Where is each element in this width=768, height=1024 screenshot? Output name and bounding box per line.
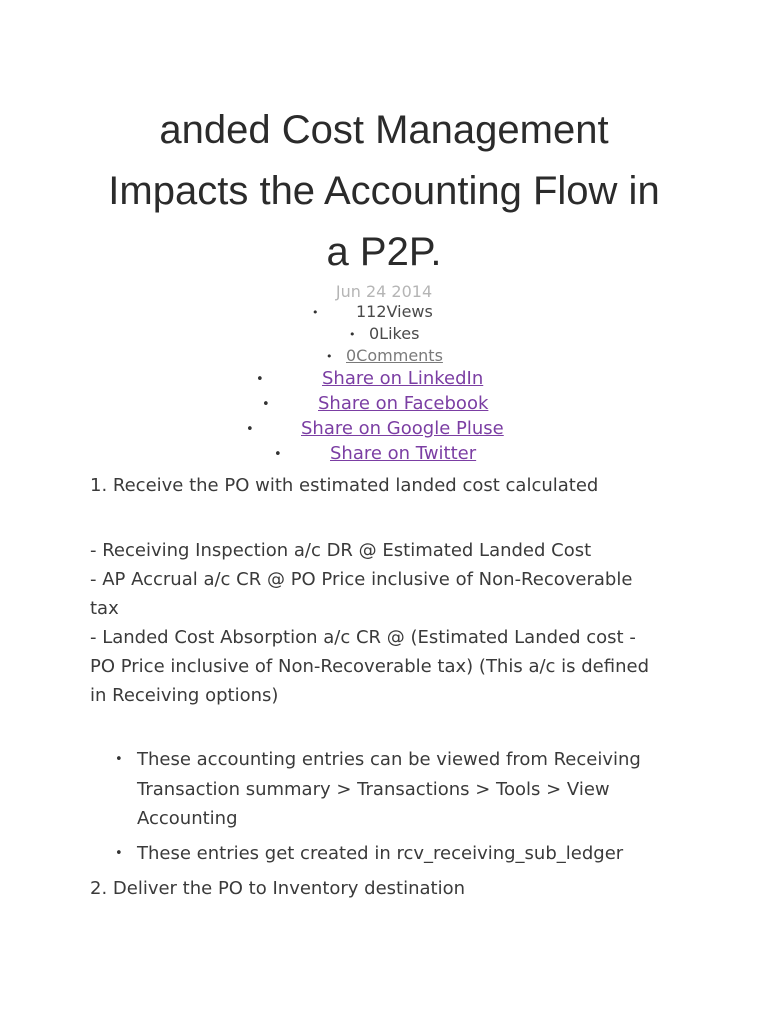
publish-date: Jun 24 2014	[335, 282, 433, 301]
share-facebook-link[interactable]: Share on Facebook	[318, 393, 489, 414]
bullet-icon: •	[274, 447, 282, 462]
title-line: a P2P.	[326, 230, 442, 274]
share-twitter-link[interactable]: Share on Twitter	[330, 443, 477, 464]
bullet-icon: •	[326, 350, 333, 363]
body-line: - AP Accrual a/c CR @ PO Price inclusive of Non-Recoverable	[90, 569, 633, 590]
share-linkedin-link[interactable]: Share on LinkedIn	[322, 368, 484, 389]
body-line: - Landed Cost Absorption a/c CR @ (Estimated Landed cost -	[90, 627, 636, 648]
views-count: 112Views	[356, 302, 433, 321]
bullet-icon: •	[246, 422, 254, 437]
body-line: PO Price inclusive of Non-Recoverable tax) (This a/c is defined	[90, 656, 650, 677]
bullet-icon: •	[349, 328, 356, 341]
comments-link[interactable]: 0Comments	[346, 346, 443, 365]
title-line: Impacts the Accounting Flow in	[108, 169, 660, 213]
likes-count: 0Likes	[369, 324, 420, 343]
bullet-icon: •	[115, 752, 123, 767]
body-line: in Receiving options)	[90, 685, 279, 706]
list-item-line: Accounting	[137, 808, 238, 829]
list-item-line: These accounting entries can be viewed from Receiving	[137, 749, 641, 770]
list-item-line: These entries get created in rcv_receiving_sub_ledger	[137, 843, 624, 864]
title-line: anded Cost Management	[159, 108, 609, 152]
share-google-link[interactable]: Share on Google Pluse	[301, 418, 504, 439]
list-item-line: Transaction summary > Transactions > Tools > View	[137, 779, 610, 800]
bullet-icon: •	[256, 372, 264, 387]
article-title	[60, 100, 708, 283]
step-1-heading: 1. Receive the PO with estimated landed cost calculated	[90, 475, 599, 496]
bullet-icon: •	[262, 397, 270, 412]
bullet-icon: •	[312, 306, 319, 319]
body-line: tax	[90, 598, 119, 619]
body-line: - Receiving Inspection a/c DR @ Estimated Landed Cost	[90, 540, 592, 561]
bullet-icon: •	[115, 846, 123, 861]
comments-count	[346, 346, 443, 365]
step-2-heading: 2. Deliver the PO to Inventory destination	[90, 878, 466, 899]
